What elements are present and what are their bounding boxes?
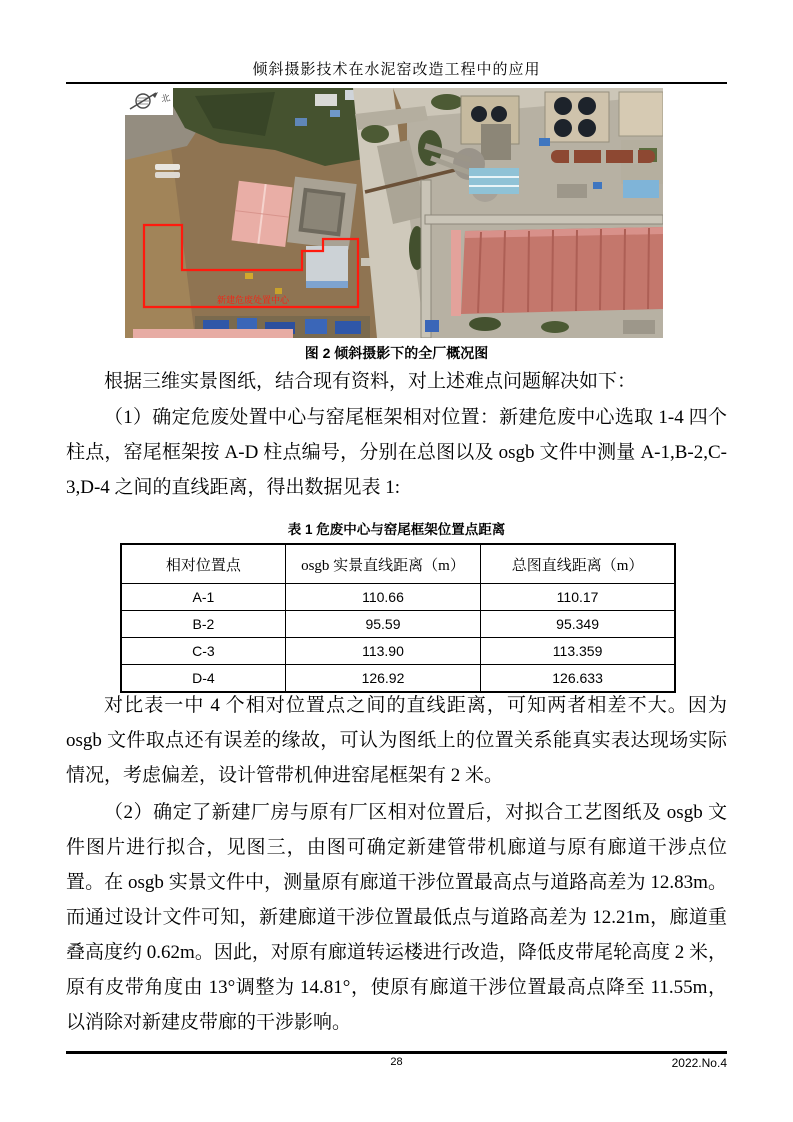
conveyor-gallery-vertical: [421, 180, 431, 338]
table-row: [121, 611, 675, 638]
pad-edge: [306, 281, 348, 288]
cell-plan: 110.17: [481, 584, 675, 611]
blue-roof-small: [330, 110, 340, 117]
blue-tarp: [335, 321, 361, 334]
blue-container: [593, 182, 602, 189]
blue-shed: [469, 168, 519, 194]
fan-building: [545, 92, 609, 142]
fan-unit: [491, 106, 507, 122]
truck: [155, 164, 180, 170]
north-label: 北: [160, 92, 172, 105]
blue-shed-small: [623, 180, 659, 198]
blue-tarp: [305, 319, 327, 334]
preheater-tower: [481, 124, 511, 160]
shrubs: [361, 125, 389, 143]
footer-issue: 2022.No.4: [671, 1056, 727, 1070]
table-row: [121, 584, 675, 611]
cell-plan: 113.359: [481, 638, 675, 665]
pink-strip: [133, 329, 293, 338]
shrubs: [431, 94, 463, 110]
cell-plan: 95.349: [481, 611, 675, 638]
cell-point: C-3: [121, 638, 285, 665]
shrubs: [469, 317, 501, 331]
col-header-plan: 总图直线距离（m）: [481, 544, 675, 584]
paragraph-intro: 根据三维实景图纸，结合现有资料，对上述难点问题解决如下：: [104, 371, 637, 392]
excavator: [275, 288, 282, 294]
table-row: [121, 638, 675, 665]
cell-osgb: 113.90: [285, 638, 480, 665]
page-header-title: 倾斜摄影技术在水泥窑改造工程中的应用: [252, 62, 541, 78]
header-rule: [66, 82, 727, 84]
annotation-label: 新建危废处置中心: [216, 295, 290, 305]
distance-table: [120, 543, 676, 693]
aerial-photo: [125, 88, 663, 338]
blue-roof-small: [295, 118, 307, 126]
pink-conveyor: [451, 230, 461, 316]
plant-building: [619, 92, 663, 136]
figure-caption: 图 2 倾斜摄影下的全厂概况图: [304, 345, 489, 361]
equipment: [557, 184, 587, 198]
truck: [155, 172, 180, 178]
small-roof: [315, 94, 337, 106]
figure-aerial-photo: [125, 88, 663, 338]
kiln-support: [601, 149, 606, 164]
kiln-support: [569, 149, 574, 164]
cell-point: A-1: [121, 584, 285, 611]
cell-plan: 126.633: [481, 665, 675, 693]
cell-point: D-4: [121, 665, 285, 693]
cell-osgb: 126.92: [285, 665, 480, 693]
col-header-osgb: osgb 实景直线距离（m）: [285, 544, 480, 584]
fan-unit: [578, 97, 596, 115]
table-title: 表 1 危废中心与窑尾框架位置点距离: [287, 522, 506, 537]
paragraph-comparison: 对比表一中 4 个相对位置点之间的直线距离，可知两者相差不大。因为 osgb 文件取点还有误差的缘故，可认为图纸上的位置关系能真实表达现场实际情况，考虑偏差，设计管带机伸进窑尾框架有 2 米。: [66, 695, 727, 786]
blue-tarp: [425, 320, 439, 332]
table-header-row: [121, 544, 675, 584]
footer-page-number: 28: [390, 1056, 403, 1068]
excavator: [245, 273, 253, 279]
shrubs: [541, 321, 569, 333]
col-header-point: 相对位置点: [121, 544, 285, 584]
cell-osgb: 110.66: [285, 584, 480, 611]
cell-osgb: 95.59: [285, 611, 480, 638]
clinker-storage-roof: [461, 227, 663, 314]
paragraph-point1: （1）确定危废处置中心与窑尾框架相对位置：新建危废中心选取 1-4 四个柱点，窑尾框架按 A-D 柱点编号，分别在总图以及 osgb 文件中测量 A-1,B-2,C-3,D-4 之间的直线距离，得出数据见表 1:: [66, 407, 727, 498]
shed: [623, 320, 655, 334]
fan-unit: [554, 97, 572, 115]
fan-unit: [471, 106, 487, 122]
fan-unit: [578, 119, 596, 137]
paragraph-point2: （2）确定了新建厂房与原有厂区相对位置后，对拟合工艺图纸及 osgb 文件图片进行拟合，见图三，由图可确定新建管带机廊道与原有廊道干涉点位置。在 osgb 实景文件中，测量原有廊道干涉位置最高点与道路高差为 12.83m。而通过设计文件可知，新建廊道干涉位置最低点与道路高差为 12.21m，廊道重叠高度约 0.62m。因此，对原有廊道转运楼进行改造，降低皮带尾轮高度 2 米，原有皮带角度由 13°调整为 14.81°，使原有廊道干涉位置最高点降至 11.55m，以消除对新建皮带廊的干涉影响。: [66, 802, 727, 1033]
conveyor-gallery-horizontal: [425, 215, 663, 224]
blue-container: [539, 138, 550, 146]
fan-unit: [554, 119, 572, 137]
north-arrow-icon: [125, 88, 173, 115]
cell-point: B-2: [121, 611, 285, 638]
kiln-support: [633, 149, 638, 164]
pink-roof-building: [232, 181, 293, 247]
footer-rule: [66, 1051, 727, 1054]
